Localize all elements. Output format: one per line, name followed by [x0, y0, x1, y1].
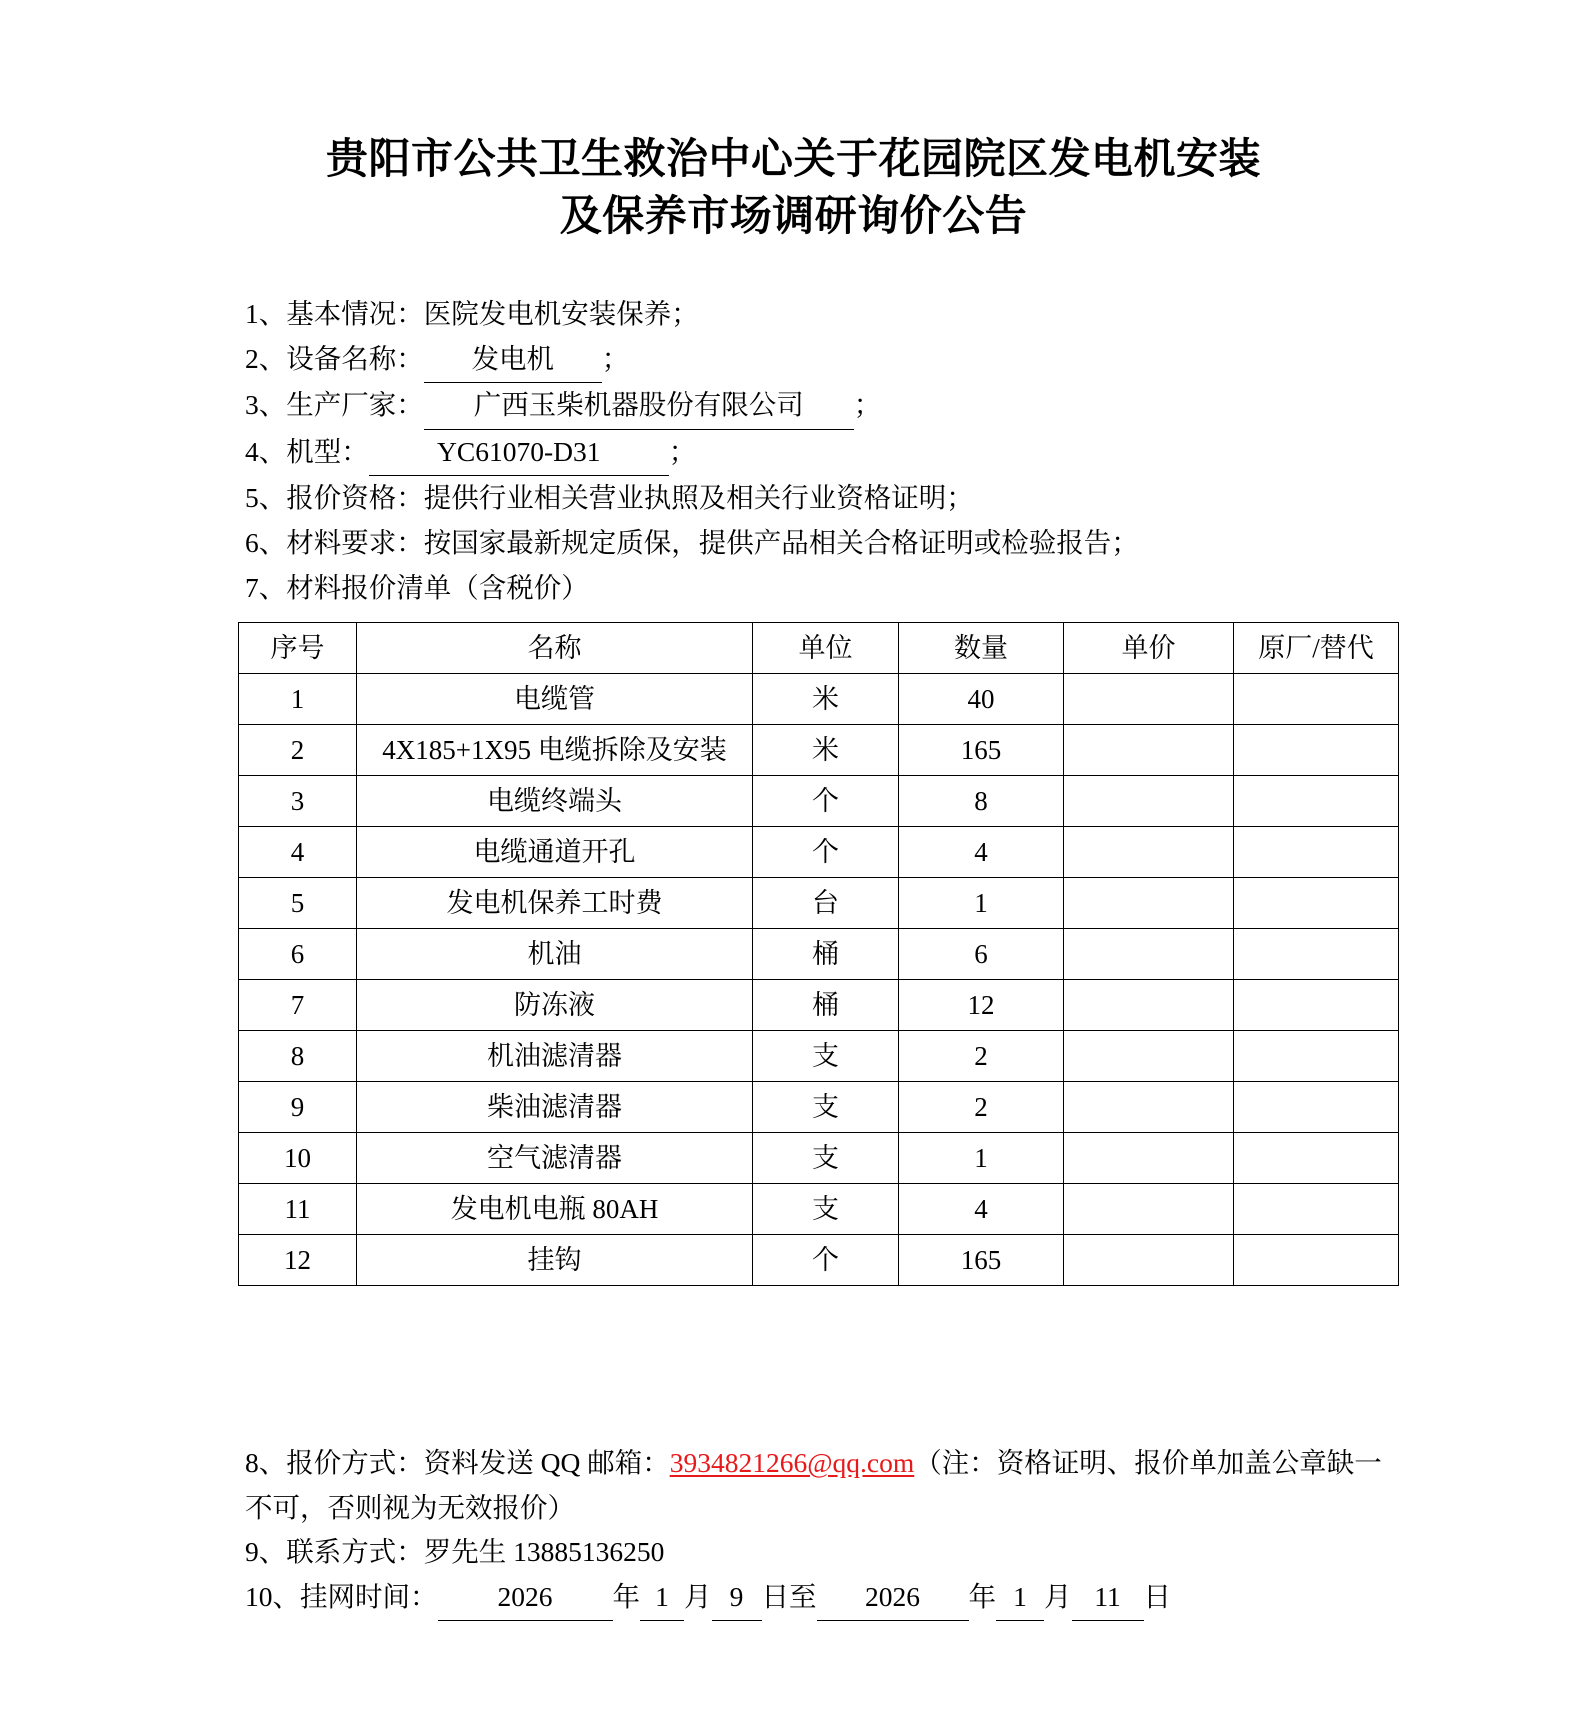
end-year-field[interactable]: 2026 [817, 1575, 969, 1622]
cell-no: 10 [239, 1133, 357, 1184]
item-4-suffix: ； [668, 435, 697, 467]
item-4-model [245, 430, 1377, 477]
cell-unit: 米 [753, 674, 899, 725]
item-8-number: 8、 [245, 1447, 287, 1479]
cell-no: 9 [239, 1082, 357, 1133]
title-line-1: 贵阳市公共卫生救治中心关于花园院区发电机安装 [325, 137, 1261, 183]
item-5-qualification [245, 476, 1377, 521]
item-3-suffix: ； [853, 389, 882, 421]
table-row [239, 878, 1399, 929]
page-title [0, 0, 1587, 246]
table-row [239, 674, 1399, 725]
table-header-row [239, 623, 1399, 674]
item-1-label: 基本情况： [286, 298, 424, 330]
cell-price[interactable] [1064, 725, 1234, 776]
cell-unit: 桶 [753, 929, 899, 980]
cell-price[interactable] [1064, 1031, 1234, 1082]
cell-oem[interactable] [1234, 929, 1399, 980]
announcement-footer [0, 1441, 1587, 1621]
title-line-2: 及保养市场调研询价公告 [559, 194, 1028, 241]
table-row [239, 1133, 1399, 1184]
item-7-quote-list-heading [245, 566, 1377, 611]
cell-oem[interactable] [1234, 776, 1399, 827]
material-quote-table [238, 622, 1399, 1286]
table-row [239, 1082, 1399, 1133]
item-2-suffix: ； [601, 342, 630, 374]
item-5-value: 提供行业相关营业执照及相关行业资格证明； [423, 482, 974, 514]
item-4-label: 机型： [286, 435, 369, 467]
cell-oem[interactable] [1234, 878, 1399, 929]
item-1-basic-info [245, 292, 1377, 337]
cell-qty: 165 [899, 1235, 1064, 1286]
cell-qty: 2 [899, 1031, 1064, 1082]
cell-unit: 支 [753, 1031, 899, 1082]
column-header-qty: 数量 [899, 623, 1064, 674]
cell-unit: 台 [753, 878, 899, 929]
item-6-material-requirement [245, 521, 1377, 566]
start-day-unit: 日至 [761, 1580, 817, 1612]
item-6-value: 按国家最新规定质保，提供产品相关合格证明或检验报告； [423, 526, 1139, 558]
quote-table-container [0, 622, 1587, 1286]
item-8-label: 报价方式： [286, 1447, 424, 1479]
cell-unit: 支 [753, 1082, 899, 1133]
cell-price[interactable] [1064, 1082, 1234, 1133]
cell-qty: 4 [899, 827, 1064, 878]
item-2-number: 2、 [245, 342, 287, 374]
cell-no: 8 [239, 1031, 357, 1082]
cell-unit: 支 [753, 1184, 899, 1235]
item-6-label: 材料要求： [286, 526, 424, 558]
cell-price[interactable] [1064, 878, 1234, 929]
cell-unit: 桶 [753, 980, 899, 1031]
cell-unit: 支 [753, 1133, 899, 1184]
cell-unit: 米 [753, 725, 899, 776]
cell-price[interactable] [1064, 674, 1234, 725]
cell-qty: 165 [899, 725, 1064, 776]
cell-name: 电缆通道开孔 [357, 827, 753, 878]
start-month-unit: 月 [684, 1580, 712, 1612]
device-name-field[interactable]: 发电机 [424, 337, 602, 384]
item-7-label: 材料报价清单（含税价） [286, 571, 589, 603]
cell-name: 发电机电瓶 80AH [357, 1184, 753, 1235]
cell-price[interactable] [1064, 980, 1234, 1031]
cell-name: 空气滤清器 [357, 1133, 753, 1184]
item-3-manufacturer [245, 383, 1377, 430]
start-month-field[interactable]: 1 [640, 1575, 684, 1622]
cell-name: 电缆终端头 [357, 776, 753, 827]
table-row [239, 929, 1399, 980]
model-field[interactable]: YC61070-D31 [369, 430, 669, 477]
item-5-number: 5、 [245, 482, 287, 514]
column-header-name: 名称 [357, 623, 753, 674]
cell-unit: 个 [753, 776, 899, 827]
cell-no: 7 [239, 980, 357, 1031]
item-10-label: 挂网时间： [300, 1580, 438, 1612]
item-10-posting-period [245, 1575, 1387, 1622]
cell-oem[interactable] [1234, 1184, 1399, 1235]
cell-oem[interactable] [1234, 725, 1399, 776]
item-9-label: 联系方式： [286, 1536, 424, 1568]
cell-price[interactable] [1064, 1133, 1234, 1184]
column-header-unit: 单位 [753, 623, 899, 674]
cell-no: 1 [239, 674, 357, 725]
item-3-number: 3、 [245, 389, 287, 421]
cell-name: 发电机保养工时费 [357, 878, 753, 929]
cell-oem[interactable] [1234, 674, 1399, 725]
item-1-number: 1、 [245, 298, 287, 330]
cell-qty: 40 [899, 674, 1064, 725]
table-row [239, 776, 1399, 827]
cell-qty: 8 [899, 776, 1064, 827]
item-5-label: 报价资格： [286, 482, 424, 514]
item-3-label: 生产厂家： [286, 389, 424, 421]
end-day-unit: 日 [1143, 1580, 1171, 1612]
cell-name: 机油 [357, 929, 753, 980]
item-2-label: 设备名称： [286, 342, 424, 374]
cell-no: 4 [239, 827, 357, 878]
announcement-items [0, 292, 1587, 610]
item-2-device-name [245, 337, 1377, 384]
end-month-field[interactable]: 1 [996, 1575, 1044, 1622]
item-1-value: 医院发电机安装保养； [423, 298, 699, 330]
cell-no: 11 [239, 1184, 357, 1235]
cell-oem[interactable] [1234, 1031, 1399, 1082]
table-row [239, 980, 1399, 1031]
item-9-contact [245, 1530, 1387, 1575]
cell-name: 电缆管 [357, 674, 753, 725]
item-8-quote-method [245, 1441, 1387, 1530]
cell-qty: 2 [899, 1082, 1064, 1133]
cell-name: 机油滤清器 [357, 1031, 753, 1082]
qq-email-link[interactable]: 3934821266@qq.com [669, 1447, 915, 1479]
cell-no: 6 [239, 929, 357, 980]
table-row [239, 1235, 1399, 1286]
item-9-value: 罗先生 13885136250 [423, 1536, 665, 1568]
cell-price[interactable] [1064, 1184, 1234, 1235]
item-10-number: 10、 [245, 1580, 300, 1612]
cell-unit: 个 [753, 1235, 899, 1286]
column-header-price: 单价 [1064, 623, 1234, 674]
cell-no: 5 [239, 878, 357, 929]
item-8-text-after: （注：资格证明、报价单加盖公章缺一不可，否则视为无效报价） [245, 1447, 1382, 1523]
table-row [239, 1031, 1399, 1082]
item-9-number: 9、 [245, 1536, 287, 1568]
cell-qty: 4 [899, 1184, 1064, 1235]
start-day-field[interactable]: 9 [712, 1575, 762, 1622]
end-year-unit: 年 [968, 1580, 996, 1612]
cell-no: 3 [239, 776, 357, 827]
item-7-number: 7、 [245, 571, 287, 603]
item-6-number: 6、 [245, 526, 287, 558]
end-month-unit: 月 [1044, 1580, 1072, 1612]
cell-oem[interactable] [1234, 1235, 1399, 1286]
table-row [239, 827, 1399, 878]
cell-name: 挂钩 [357, 1235, 753, 1286]
cell-price[interactable] [1064, 776, 1234, 827]
item-8-text-before: 资料发送 QQ 邮箱： [423, 1447, 670, 1479]
cell-qty: 6 [899, 929, 1064, 980]
end-day-field[interactable]: 11 [1072, 1575, 1144, 1622]
cell-price[interactable] [1064, 1235, 1234, 1286]
table-row [239, 725, 1399, 776]
cell-name: 防冻液 [357, 980, 753, 1031]
manufacturer-field[interactable]: 广西玉柴机器股份有限公司 [424, 383, 854, 430]
cell-qty: 1 [899, 1133, 1064, 1184]
cell-unit: 个 [753, 827, 899, 878]
cell-no: 12 [239, 1235, 357, 1286]
column-header-no: 序号 [239, 623, 357, 674]
start-year-field[interactable]: 2026 [438, 1575, 613, 1622]
cell-name: 4X185+1X95 电缆拆除及安装 [357, 725, 753, 776]
cell-oem[interactable] [1234, 827, 1399, 878]
cell-price[interactable] [1064, 827, 1234, 878]
cell-oem[interactable] [1234, 1133, 1399, 1184]
item-4-number: 4、 [245, 435, 287, 467]
cell-no: 2 [239, 725, 357, 776]
cell-qty: 12 [899, 980, 1064, 1031]
cell-price[interactable] [1064, 929, 1234, 980]
cell-oem[interactable] [1234, 980, 1399, 1031]
start-year-unit: 年 [612, 1580, 640, 1612]
cell-oem[interactable] [1234, 1082, 1399, 1133]
cell-name: 柴油滤清器 [357, 1082, 753, 1133]
cell-qty: 1 [899, 878, 1064, 929]
column-header-oem: 原厂/替代 [1234, 623, 1399, 674]
table-row [239, 1184, 1399, 1235]
